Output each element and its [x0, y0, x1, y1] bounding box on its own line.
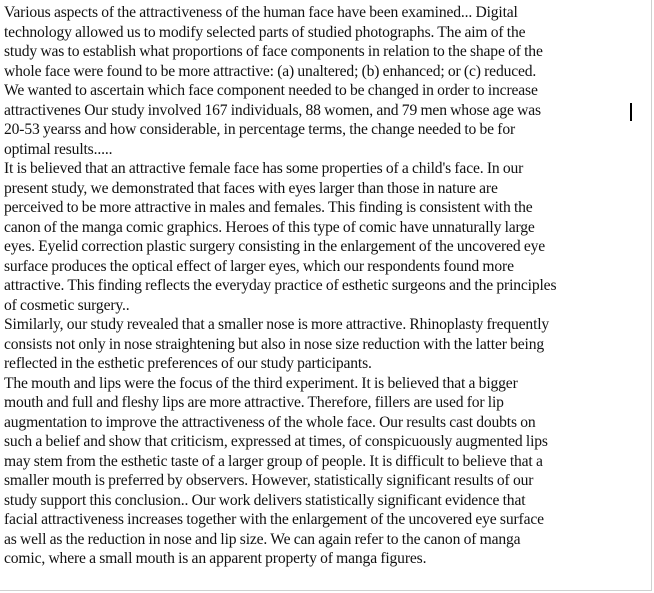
- text-line[interactable]: attractivenes Our study involved 167 individuals, 88 women, and 79 men whose age was: [4, 101, 541, 119]
- text-line[interactable]: 20-53 yearss and how considerable, in percentage terms, the change needed to be for: [4, 121, 516, 138]
- text-line[interactable]: Various aspects of the attractiveness of the human face have been examined... Digital: [4, 4, 518, 21]
- text-line[interactable]: The mouth and lips were the focus of the third experiment. It is believed that a bigger: [4, 374, 518, 392]
- text-line[interactable]: perceived to be more attractive in males and females. This finding is consistent with the: [4, 199, 533, 216]
- text-line[interactable]: It is believed that an attractive female face has some properties of a child's face. In our: [4, 160, 524, 177]
- text-line[interactable]: We wanted to ascertain which face component needed to be changed in order to increase: [4, 82, 538, 99]
- text-line[interactable]: comic, where a small mouth is an apparent property of manga figures.: [4, 550, 427, 567]
- text-line[interactable]: technology allowed us to modify selected parts of studied photographs. The aim of the: [4, 23, 526, 41]
- text-line[interactable]: study support this conclusion.. Our work delivers statistically significant evidence that: [4, 491, 526, 509]
- text-line[interactable]: study was to establish what proportions of face components in relation to the shape of the: [4, 43, 543, 60]
- text-line[interactable]: facial attractiveness increases together with the enlargement of the uncovered eye surface: [4, 511, 544, 528]
- text-line[interactable]: smaller mouth is preferred by observers. However, statistically significant results of our: [4, 472, 534, 489]
- text-line[interactable]: of cosmetic surgery..: [4, 296, 130, 314]
- text-line[interactable]: optimal results.....: [4, 140, 113, 158]
- text-body[interactable]: [4, 3, 650, 569]
- text-line[interactable]: attractive. This finding reflects the everyday practice of esthetic surgeons and the principles: [4, 277, 557, 294]
- text-line[interactable]: consists not only in nose straightening but also in nose size reduction with the latter being: [4, 335, 545, 353]
- text-line[interactable]: may stem from the esthetic taste of a larger group of people. It is difficult to believe that a: [4, 452, 543, 470]
- text-line[interactable]: mouth and full and fleshy lips are more attractive. Therefore, fillers are used for lip: [4, 394, 504, 411]
- text-line[interactable]: surface produces the optical effect of larger eyes, which our respondents found more: [4, 257, 514, 275]
- text-cursor: [630, 103, 632, 121]
- text-line[interactable]: as well as the reduction in nose and lip size. We can again refer to the canon of manga: [4, 530, 521, 548]
- text-line[interactable]: whole face were found to be more attractive: (a) unaltered; (b) enhanced; or (c) reduced.: [4, 62, 537, 80]
- text-line[interactable]: canon of the manga comic graphics. Heroes of this type of comic have unnaturally large: [4, 218, 535, 236]
- text-line[interactable]: such a belief and show that criticism, expressed at times, of conspicuously augmented lips: [4, 433, 548, 450]
- text-line[interactable]: present study, we demonstrated that faces with eyes larger than those in nature are: [4, 179, 498, 197]
- text-line[interactable]: eyes. Eyelid correction plastic surgery consisting in the enlargement of the uncovered eye: [4, 238, 546, 255]
- text-line[interactable]: augmentation to improve the attractiveness of the whole face. Our results cast doubts on: [4, 413, 536, 431]
- text-line[interactable]: Similarly, our study revealed that a smaller nose is more attractive. Rhinoplasty frequently: [4, 316, 550, 333]
- text-line[interactable]: reflected in the esthetic preferences of our study participants.: [4, 355, 372, 372]
